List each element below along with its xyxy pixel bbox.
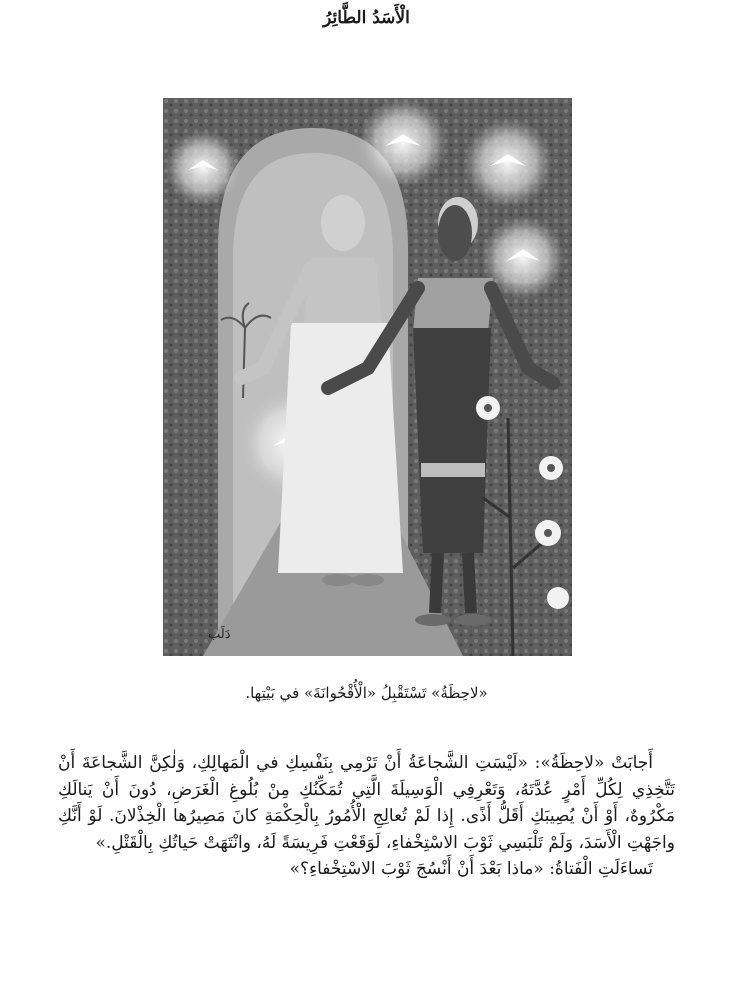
page-title: الْأَسَدُ الطَّائِرُ [323,8,410,28]
figure-caption: «لاحِظَةُ» تَسْتَقْبِلُ «الْأُقْحُوانَةَ» في بَيْتِها. [245,684,488,702]
artist-signature: دَلَب [208,627,231,642]
story-body [58,750,675,883]
dove-glow-2 [358,98,448,188]
illustration-drawing [163,98,572,656]
dove-glow-3 [463,118,553,208]
paragraph: تَساءَلَتِ الْفَتاةُ: «ماذا بَعْدَ أَنْ أَنْسُجَ ثَوْبَ الاسْتِخْفاءِ؟» [289,859,653,879]
story-illustration [163,98,572,656]
paragraph: أَجابَتْ «لاحِظَةُ»: «لَيْسَتِ الشَّجاعَةُ أَنْ تَرْمِي بِنَفْسِكِ في الْمَهالِكِ، وَلٰكِنَّ الشَّجاعَةَ أَنْ تَتَّخِذِي لِكُلِّ أَمْرٍ عُدَّتَهُ، وَتَعْرِفِي الْوَسِيلَةَ الَّتِي تُمَكِّنُكِ مِنْ بُلُوغِ الْغَرَضِ، دُونَ أَنْ يَنالَكِ مَكْرُوهٌ، أَوْ أَنْ يُصِيبَكِ أَقَلُّ أَذًى. إِذا لَمْ تُعالِجِ الْأُمُورُ بِالْحِكْمَةِ كانَ مَصِيرُها الْخِذْلانَ. لَوْ أَنَّكِ واجَهْتِ الْأَسَدَ، وَلَمْ تَلْبَسِي ثَوْبَ الاسْتِخْفاءِ، لَوَقَعْتِ فَرِيسَةً لَهُ، وانْتَهَتْ حَياتُكِ بِالْقَتْلِ.» [58,753,675,853]
dove-glow-1 [165,130,241,206]
